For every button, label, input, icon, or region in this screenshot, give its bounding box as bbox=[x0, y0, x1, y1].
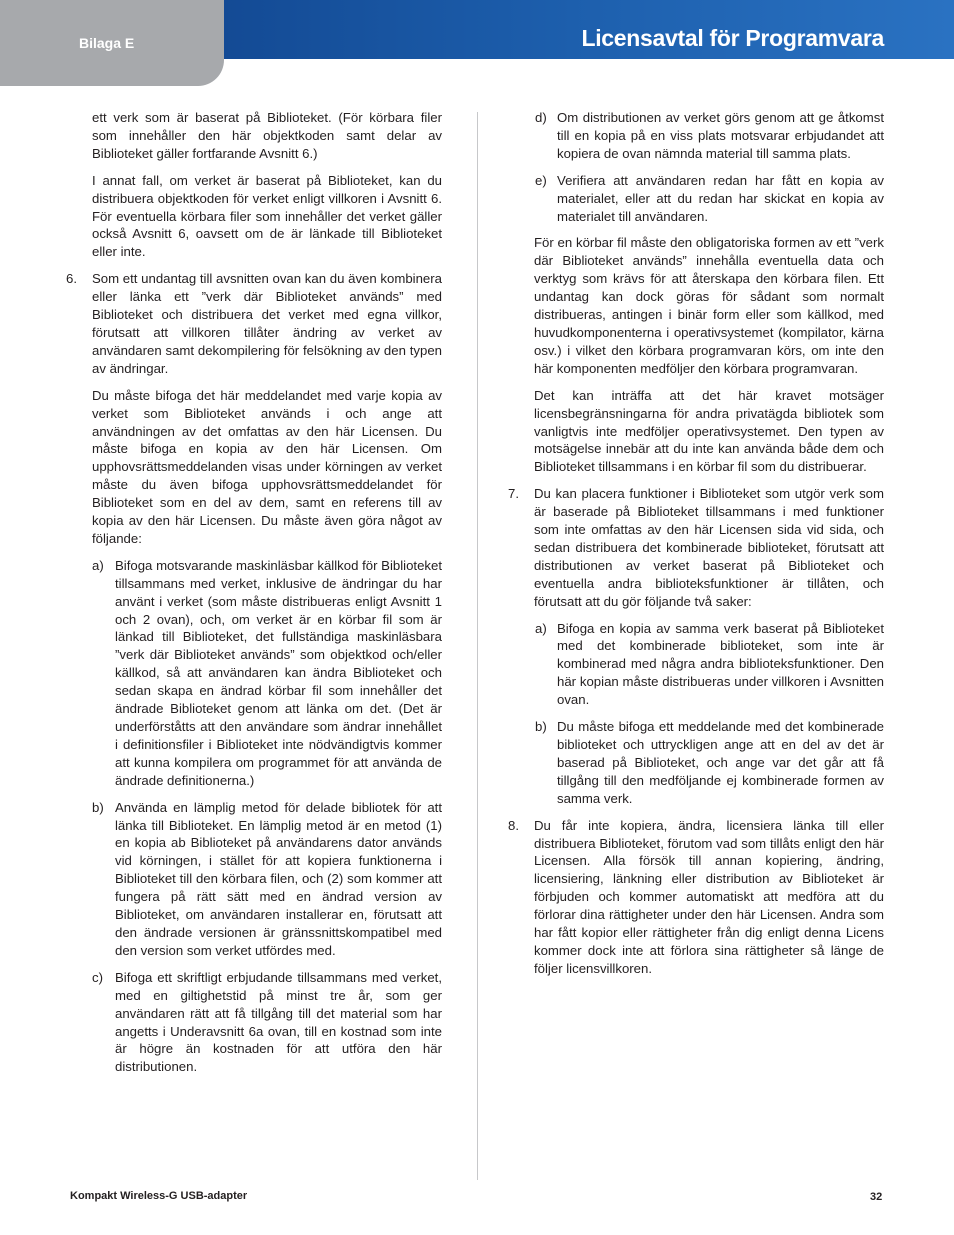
sub-item-text: Du måste bifoga ett meddelande med det kombinerade biblioteket och uttryckligen ange att en del av det är baserad på Biblioteket, och ange var det går att få tillgång till den medföljande ej kombinerade formen av samma verk. bbox=[557, 719, 884, 806]
sub-item-label: b) bbox=[535, 719, 547, 735]
sub-item-text: Använda en lämplig metod för delade bibliotek för att länka till Biblioteket. En lämplig metod är en metod (1) en kopia ab Biblioteket på användarens dator används vid körningen, i stället för att kopiera funktionerna i Biblioteket till den körbara filen, och (2) som kommer att fungera på rätt sätt med en ändrad version av Biblioteket, om användaren installerar en, förutsatt att den ändrade versionen är gränssnittskompatibel med den version som verket utfördes med. bbox=[115, 799, 442, 958]
list-item-6 bbox=[66, 270, 442, 1076]
left-column bbox=[66, 109, 442, 1085]
paragraph: I annat fall, om verket är baserat på Biblioteket, kan du distribuera objektkoden för verket enligt villkoren i Avsnitt 6. För eventuella körbara filer som innehåller det verket gäller också Avsnitt 6, oavsett om de är länkade till Biblioteket eller inte. bbox=[92, 172, 442, 260]
sub-item-a bbox=[535, 620, 884, 710]
sub-item-c bbox=[92, 969, 442, 1076]
list-item-7 bbox=[508, 485, 884, 807]
paragraph: Det kan inträffa att det här kravet motsäger licensbegränsningarna för andra privatägda bibliotek som vanligtvis inte medföljer operativsystemet. Den typen av motsägelse innebär att du inte kan använda både dem och Biblioteket tillsammans i en körbar fil som du distribuerar. bbox=[534, 387, 884, 475]
sub-item-label: d) bbox=[535, 110, 547, 125]
list-item-text: Som ett undantag till avsnitten ovan kan du även kombinera eller länka ett ”verk där Biblioteket används” med Biblioteket och distribuera det verket med egna villkor, förutsatt att villkoren tillåter ändring av verket av användaren samt dekompilering för felsökning av den typen av ändringar. bbox=[92, 271, 442, 376]
sub-item-text: Verifiera att användaren redan har fått en kopia av materialet, eller att du redan har skickat en kopia av materialet till användaren. bbox=[557, 172, 884, 224]
column-divider bbox=[477, 112, 478, 1180]
section-tab bbox=[0, 0, 224, 86]
sub-item-text: Om distributionen av verket görs genom att ge åtkomst till en kopia på en viss plats motsvarar erbjudandet att kopiera de ovan nämnda material till samma plats. bbox=[557, 110, 884, 161]
sub-item-d bbox=[535, 109, 884, 163]
sub-item-label: c) bbox=[92, 969, 103, 985]
sub-item-label: b) bbox=[92, 799, 104, 815]
sub-item-b bbox=[535, 718, 884, 808]
paragraph: ett verk som är baserat på Biblioteket. (För körbara filer som innehåller den här objektkoden samt delar av Biblioteket gäller fortfarande Avsnitt 6.) bbox=[92, 110, 442, 161]
sub-item-text: Bifoga motsvarande maskinläsbar källkod för Biblioteket tillsammans med verket, inklusive de ändringar du har använt i verket (som måste distribueras enligt Avsnitt 1 och 2 ovan), och, om verket är en körbar fil som är länkad till Biblioteket, det fullständiga maskinläsbara ”verk där Biblioteket används” som objektkod och/eller källkod, så att användaren kan ändra Biblioteket och sedan skapa en ändrad körbar fil som innehåller det ändrade Biblioteket genom att länka om det. (Det är underförståtts att den användare som ändrar innehållet i definitionsfiler i Biblioteket inte nödvändigtvis kommer att kunna kompilera om programmet för att använda de ändrade definitionerna.) bbox=[115, 557, 442, 788]
list-item-8 bbox=[508, 817, 884, 978]
list-item-text: Du kan placera funktioner i Biblioteket som utgör verk som är baserade på Biblioteket tillsammans i med funktioner som inte omfattas av den här Licensen sida vid sida, och sedan distribuera det kombinerade biblioteket, förutsatt att distributionen av verket baserat på Biblioteket och eventuella andra biblioteksfunktioner är tillåten, och förutsatt att du gör följande två saker: bbox=[534, 486, 884, 609]
sub-item-b bbox=[92, 799, 442, 960]
sub-item-text: Bifoga ett skriftligt erbjudande tillsammans med verket, med en giltighetstid på minst tre år, som ger användaren rätt att få tillgång till det material som har angetts i Underavsnitt 6a ovan, till en kostnad som inte är högre än kostnaden för att utföra den här distributionen. bbox=[115, 969, 442, 1075]
sub-item-e bbox=[535, 172, 884, 226]
right-column bbox=[508, 109, 884, 987]
paragraph: För en körbar fil måste den obligatoriska formen av ett ”verk där Biblioteket används” innehålla eventuella data och verktyg som krävs för att återskapa den körbara filen. Ett undantag kan dock göras för sådant som normalt distribueras, antingen i binär form eller som källkod, med huvudkomponenterna i operativsystemet (kompilator, kärna osv.) i vilket den körbara programvaran körs, om inte den här komponenten medföljer den körbara programvaran. bbox=[534, 235, 884, 376]
sub-item-label: a) bbox=[535, 620, 547, 636]
page-number: 32 bbox=[870, 1191, 883, 1203]
paragraph: Du måste bifoga det här meddelandet med varje kopia av verket som Biblioteket används i och ange att användningen av det omfattas av den här Licensen. Du måste bifoga en kopia av den här Licensen. Om upphovsrättsmeddelanden visas under körningen av verket måste du även bifoga upphovsrättsmeddelandet för Biblioteket som en del av dem, samt en referens till av kopia av den här Licensen. Du måste även göra något av följande: bbox=[92, 387, 442, 546]
list-number: 7. bbox=[508, 486, 519, 502]
sub-item-label: e) bbox=[535, 172, 547, 188]
section-tab-label: Bilaga E bbox=[79, 35, 135, 51]
sub-item-a bbox=[92, 557, 442, 790]
list-item-text: Du får inte kopiera, ändra, licensiera länka till eller distribuera Biblioteket, förutom vad som tillåts enligt den här Licensen. Alla försök till annan kopiering, ändring, licensiering, länkning eller distribution av Biblioteket är förbjuden och kommer automatiskt att medföra att du förlorar dina rättigheter under den här Licensen. Andra som har fått kopior eller rättigheter från dig enligt denna Licens kommer dock inte att förlora sina rättigheter så länge de följer licensvillkoren. bbox=[534, 817, 884, 976]
sub-item-text: Bifoga en kopia av samma verk baserat på Biblioteket med det kombinerade biblioteket, som inte är kombinerad med några andra biblioteksfunktioner. Den här kopian måste distribueras under villkoren i Avsnitten ovan. bbox=[557, 620, 884, 708]
page-title: Licensavtal för Programvara bbox=[581, 25, 884, 51]
list-number: 6. bbox=[66, 271, 77, 287]
sub-item-label: a) bbox=[92, 557, 104, 573]
list-number: 8. bbox=[508, 817, 519, 833]
footer-product-name: Kompakt Wireless-G USB-adapter bbox=[70, 1190, 248, 1202]
